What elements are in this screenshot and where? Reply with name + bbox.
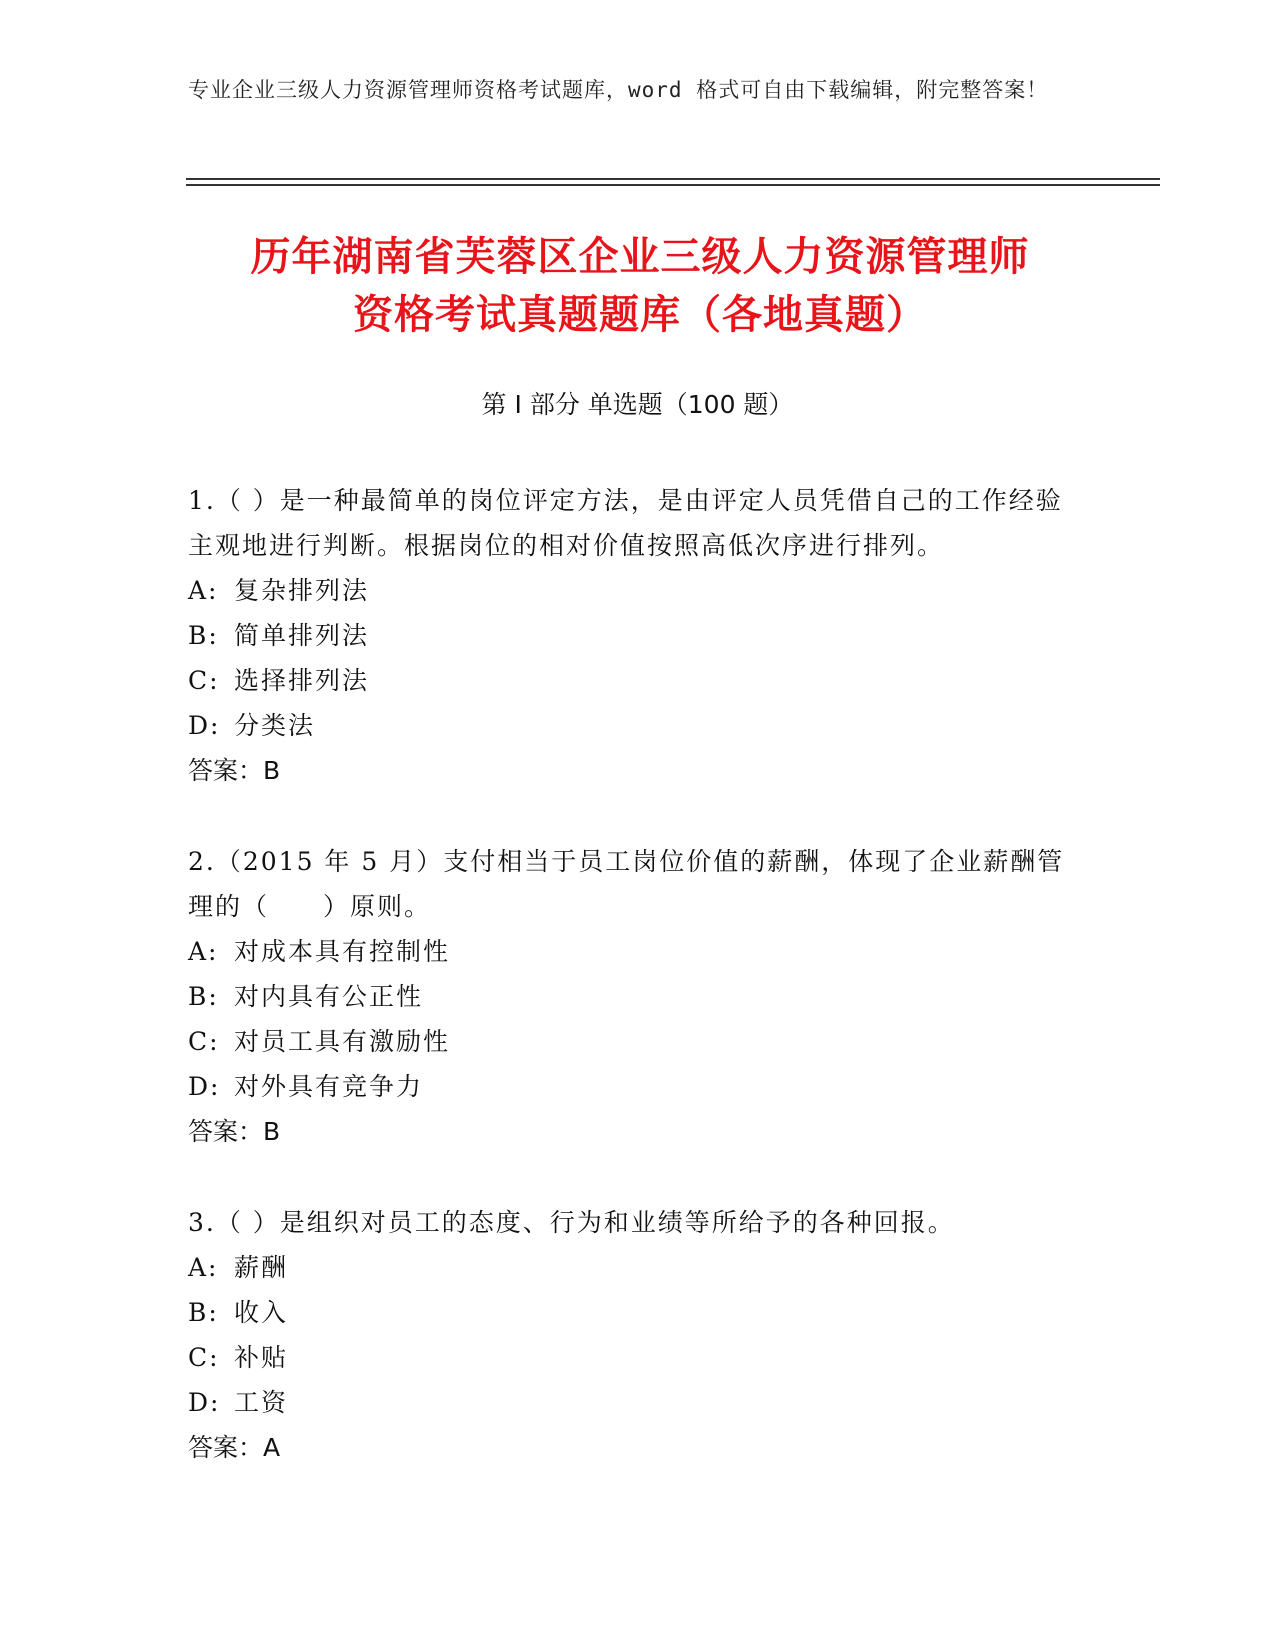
header-divider-line (186, 178, 1160, 180)
option-text: 对外具有竞争力 (234, 1072, 424, 1101)
question-stem: 1.（ ）是一种最简单的岗位评定方法，是由评定人员凭借自己的工作经验主观地进行判断。根据岗位的相对价值按照高低次序进行排列。 (188, 486, 1063, 560)
option-letter: A: (188, 576, 219, 605)
header-note: 专业企业三级人力资源管理师资格考试题库，word 格式可自由下载编辑，附完整答案！ (188, 78, 1049, 102)
option-c (188, 1019, 1088, 1064)
option-letter: D: (188, 711, 221, 740)
question-3 (188, 1200, 1088, 1470)
answer-line: 答案：B (188, 756, 281, 785)
question-2 (188, 839, 1088, 1154)
option-text: 对成本具有控制性 (234, 937, 451, 966)
option-text: 复杂排列法 (234, 576, 370, 605)
option-letter: D: (188, 1072, 221, 1101)
option-text: 补贴 (234, 1343, 289, 1372)
option-d (188, 1064, 1088, 1109)
option-c (188, 658, 1088, 703)
title-line-1: 历年湖南省芙蓉区企业三级人力资源管理师 (250, 234, 1030, 280)
option-a (188, 929, 1088, 974)
header-divider-line-second (186, 184, 1160, 186)
option-letter: B: (188, 1298, 219, 1327)
option-c (188, 1335, 1088, 1380)
title-line-2: 资格考试真题题库（各地真题） (353, 292, 927, 338)
option-b (188, 613, 1088, 658)
option-text: 收入 (234, 1298, 289, 1327)
option-text: 简单排列法 (234, 621, 370, 650)
answer-line: 答案：B (188, 1117, 281, 1146)
option-letter: C: (188, 666, 220, 695)
answer-line: 答案：A (188, 1433, 281, 1462)
option-text: 分类法 (234, 711, 316, 740)
option-text: 对内具有公正性 (234, 982, 424, 1011)
option-letter: A: (188, 937, 219, 966)
option-text: 工资 (234, 1388, 289, 1417)
option-letter: D: (188, 1388, 221, 1417)
section-heading: 第 I 部分 单选题（100 题） (481, 390, 794, 419)
question-stem: 3.（ ）是组织对员工的态度、行为和业绩等所给予的各种回报。 (188, 1208, 955, 1237)
question-1 (188, 478, 1088, 793)
option-b (188, 974, 1088, 1019)
option-d (188, 703, 1088, 748)
document-title (160, 228, 1120, 344)
option-d (188, 1380, 1088, 1425)
option-text: 选择排列法 (234, 666, 370, 695)
option-a (188, 568, 1088, 613)
option-letter: A: (188, 1253, 219, 1282)
question-list (188, 478, 1088, 1516)
question-stem: 2.（2015 年 5 月）支付相当于员工岗位价值的薪酬，体现了企业薪酬管理的（ ）原则。 (188, 847, 1065, 921)
option-letter: B: (188, 982, 219, 1011)
option-text: 对员工具有激励性 (234, 1027, 451, 1056)
option-letter: B: (188, 621, 219, 650)
option-b (188, 1290, 1088, 1335)
option-a (188, 1245, 1088, 1290)
option-letter: C: (188, 1343, 220, 1372)
option-text: 薪酬 (234, 1253, 289, 1282)
option-letter: C: (188, 1027, 220, 1056)
